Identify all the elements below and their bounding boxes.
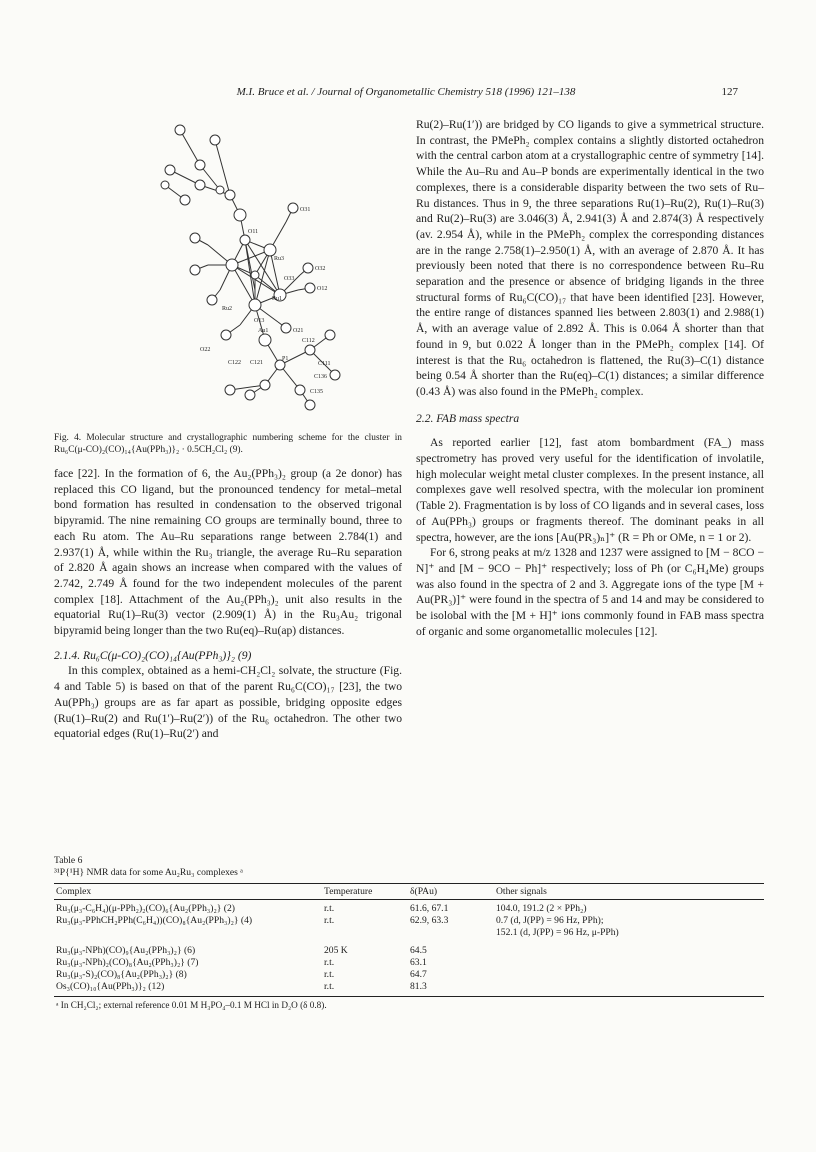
cell-other xyxy=(494,969,764,981)
cell-temperature: r.t. xyxy=(324,957,335,968)
nmr-table xyxy=(54,883,764,1011)
table-row xyxy=(54,957,764,969)
label-c135: C135 xyxy=(310,389,324,395)
table-row xyxy=(54,969,764,981)
molecular-structure-figure xyxy=(160,110,370,420)
cell-shift: 62.9, 63.3 xyxy=(410,915,449,926)
left-paragraph-1: face [22]. In the formation of 6, the Au₂(PPh₃)₂ group (a 2e donor) has replaced this CO ligand, but the pronounced tendency for metal–metal bond formation has resulted in condensation to the observed trigonal bipyramid. The nine remaining CO groups are terminally bound, three to each Ru atom. The Au–Ru separations range between 2.784(1) and 2.937(1) Å, while within the Ru₃ triangle, the average Ru–Ru separation of 2.820 Å again shows an increase when compared with the values of 2.742, 2.749 Å found for the two independent molecules of the parent complex [18]. Attachment of the Au₂(PPh₃)₂ unit also results in the equatorial Ru(1)–Ru(3) vector (2.909(1) Å) in the Ru₃Au₂ trigonal bipyramid being longer than the two Ru(eq)–Ru(ap) distances. xyxy=(54,467,402,638)
label-c112: C112 xyxy=(302,338,315,344)
table-row xyxy=(54,981,764,997)
cell-other xyxy=(494,981,764,997)
table-title: Table 6 xyxy=(54,855,83,866)
label-p1: P1 xyxy=(282,356,289,362)
label-o11: O11 xyxy=(248,229,259,235)
label-ru3: Ru3 xyxy=(274,256,285,262)
cell-complex: Ru₃(μ₃-NPh)₂(CO)₈{Au₂(PPh₃)₂} (7) xyxy=(56,957,199,968)
section-heading-2-1-4: 2.1.4. Ru₆C(μ-CO)₂(CO)₁₄{Au(PPh₃)}₂ (9) xyxy=(54,648,252,662)
right-paragraph-3: For 6, strong peaks at m/z 1328 and 1237 were assigned to [M − 8CO − N]⁺ and [M − 9CO − Ph]⁺ respectively; loss of Ph (or C₆H₄Me) groups was also found in the spectra of 2 and 3. Aggregate ions of the type [M + Au(PR₃)]⁺ were found in the spectra of 5 and 14 and may be considered to be isolobal with the [M + H]⁺ ions commonly found in FAB mass spectra of organic and some organometallic molecules [12]. xyxy=(416,546,764,638)
label-c111: C111 xyxy=(318,361,331,367)
cell-complex: Ru₃(μ₃-S)₂(CO)₈{Au₂(PPh₃)₂} (8) xyxy=(56,969,187,980)
cell-other: 104.0, 191.2 (2 × PPh₂) xyxy=(496,903,587,914)
label-o13: O13 xyxy=(254,318,265,324)
cell-temperature: r.t. xyxy=(324,915,335,926)
label-o22: O22 xyxy=(200,347,211,353)
header-shift: δ(PAu) xyxy=(408,884,494,900)
label-ru1: Ru1 xyxy=(272,296,283,302)
right-column xyxy=(416,117,764,640)
cell-shift xyxy=(408,927,494,939)
cell-other xyxy=(494,957,764,969)
label-c121: C121 xyxy=(250,360,264,366)
label-c136: C136 xyxy=(314,374,328,380)
right-paragraph-2: As reported earlier [12], fast atom bombardment (FA_) mass spectrometry has proved very useful for the identification of involatile, high molecular weight metal cluster complexes. In the present instance, all complexes gave well resolved spectra, with the molecular ion prominent (Table 2). Fragmentation is by loss of CO ligands and in several cases, loss of Au(PPh₃) groups or fragments thereof. The dominant peaks in all spectra, however, are the ions [Au(PR₃)ₙ]⁺ (R = Ph or OMe, n = 1 or 2). xyxy=(416,436,764,544)
cell-other: 152.1 (d, J(PP) = 96 Hz, μ-PPh) xyxy=(496,927,619,938)
cell-temperature: r.t. xyxy=(324,903,335,914)
cell-complex xyxy=(54,927,322,939)
running-header: M.I. Bruce et al. / Journal of Organometallic Chemistry 518 (1996) 121–138 xyxy=(236,86,576,98)
right-paragraph-1: Ru(2)–Ru(1′)) are bridged by CO ligands to give a symmetrical structure. In contrast, the PMePh₂ complex contains a slightly distorted octahedron with the central carbon atom at a crystallographic centre of symmetry [14]. While the Au–Ru and Au–P bonds are experimentally identical in the two complexes, there is a considerable disparity between the two sets of Ru–Ru distances. Thus in 9, the three separations Ru(1)–Ru(2), Ru(1)–Ru(3) and Ru(2)–Ru(3) are 3.046(3) Å, 2.941(3) Å and 2.874(3) Å respectively (av. 2.954 Å), while in the PMePh₂ complex the corresponding distances are in the range 2.758(1)–2.950(1) Å, with an average of 2.870 Å. It has previously been noted that there is no correspondence between Ru–Ru separation and the presence or absence of bridging ligands in the three structural forms of Ru₆C(CO)₁₇ that have been identified [23]. However, the entire range of distances spanned lies between 2.803(1) and 2.988(1) Å, with an average value of 2.892 Å. This is 0.064 Å shorter than that found in 9, but 0.022 Å longer than in the PMePh₂ complex [14]. Of interest is that the Ru₆ octahedron is flattened, the Ru(3)–C(1) distance being 0.54 Å shorter than the Ru(eq)–C(1) distances; a similar difference (0.43 Å) was also found in the PMePh₂ complex. xyxy=(416,118,764,398)
cell-shift: 64.7 xyxy=(410,969,427,980)
header-complex: Complex xyxy=(54,884,322,900)
left-paragraph-2: In this complex, obtained as a hemi-CH₂Cl₂ solvate, the structure (Fig. 4 and Table 5) is based on that of the parent Ru₆C(CO)₁₇ [23], the two Au(PPh₃) groups are as far apart as possible, bridging opposite edges (Ru(1)–Ru(2) and Ru(1′)–Ru(2′)) of the Ru₆ octahedron. The other two equatorial edges (Ru(1)–Ru(2′) and xyxy=(54,664,402,741)
cell-shift: 61.6, 67.1 xyxy=(410,903,449,914)
page-number: 127 xyxy=(721,86,738,98)
header-other-signals: Other signals xyxy=(494,884,764,900)
cell-complex: Ru₃(μ₃-C₆H₄)(μ-PPh₂)₂(CO)₆{Au₂(PPh₃)₂} (2) xyxy=(56,903,235,914)
label-o21: O21 xyxy=(293,328,304,334)
cell-shift: 63.1 xyxy=(410,957,427,968)
label-o31: O31 xyxy=(300,207,311,213)
table-6 xyxy=(54,855,764,1011)
left-column xyxy=(54,466,402,742)
figure-caption: Fig. 4. Molecular structure and crystallographic numbering scheme for the cluster in Ru₆C(μ-CO)₂(CO)₁₄{Au(PPh₃)}₂ · 0.5CH₂Cl₂ (9). xyxy=(54,433,402,455)
label-o32: O32 xyxy=(315,266,326,272)
header-temperature: Temperature xyxy=(322,884,408,900)
table-row xyxy=(54,915,764,927)
section-heading-2-2: 2.2. FAB mass spectra xyxy=(416,411,520,425)
cell-complex: Ru₃(μ₃-NPh)(CO)₉{Au₂(PPh₃)₂} (6) xyxy=(56,945,196,956)
cell-temperature: r.t. xyxy=(324,969,335,980)
table-row xyxy=(54,900,764,916)
table-footnote: ᵃ In CH₂Cl₂; external reference 0.01 M H₃PO₄–0.1 M HCl in D₂O (δ 0.8). xyxy=(54,997,764,1012)
table-row xyxy=(54,939,764,957)
cell-complex: Os₃(CO)₁₀{Au(PPh₃)}₂ (12) xyxy=(56,981,165,992)
cell-temperature xyxy=(322,927,408,939)
cell-temperature: 205 K xyxy=(324,945,348,956)
cell-shift: 64.5 xyxy=(410,945,427,956)
cell-shift: 81.3 xyxy=(410,981,427,992)
label-o12: O12 xyxy=(317,286,328,292)
label-ru2: Ru2 xyxy=(222,306,233,312)
table-subtitle: ³¹P{¹H} NMR data for some Au₂Ru₃ complexes ᵃ xyxy=(54,867,243,878)
label-au1: Au1 xyxy=(258,328,269,334)
table-row xyxy=(54,927,764,939)
label-c122: C122 xyxy=(228,360,242,366)
cell-other xyxy=(494,939,764,957)
table-footnote-row xyxy=(54,997,764,1012)
table-header-row xyxy=(54,884,764,900)
cell-other: 0.7 (d, J(PP) = 96 Hz, PPh); xyxy=(496,915,604,926)
cell-temperature: r.t. xyxy=(324,981,335,992)
label-o33: O33 xyxy=(284,276,295,282)
cell-complex: Ru₃(μ₃-PPhCH₂PPh(C₆H₄))(CO)₈{Au₂(PPh₃)₂} (4) xyxy=(56,915,253,926)
